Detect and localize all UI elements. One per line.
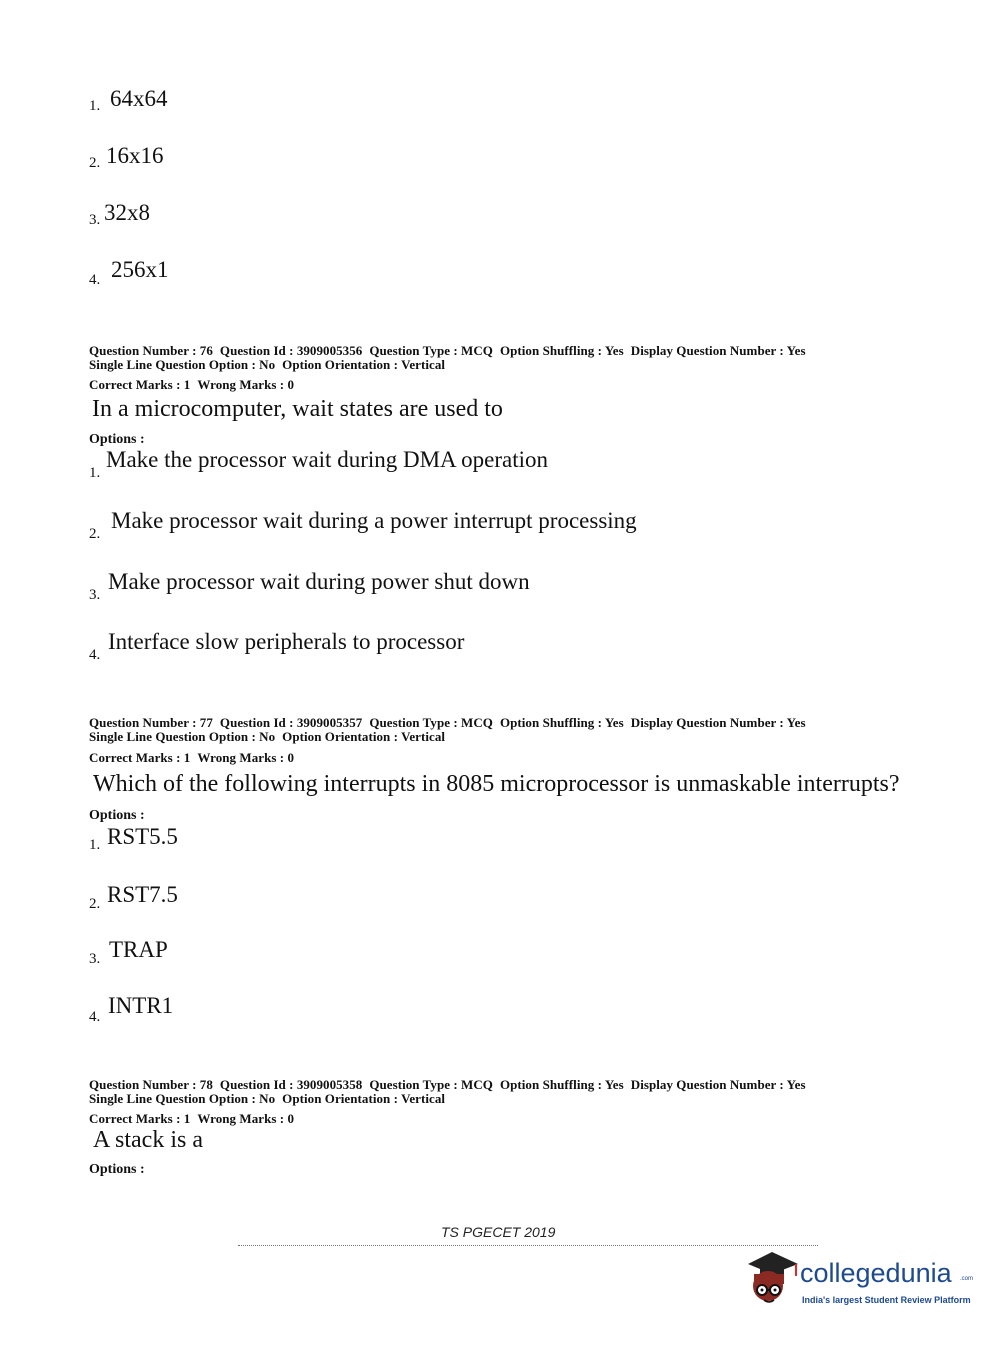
question-text: Which of the following interrupts in 8085 microprocessor is unmaskable interrupts? <box>93 771 900 797</box>
option-number: 2. <box>89 526 101 542</box>
option-number: 1. <box>89 837 101 853</box>
option-number: 2. <box>89 896 101 912</box>
option-number: 4. <box>89 272 101 288</box>
option-number: 3. <box>89 212 101 228</box>
footer-exam-title: TS PGECET 2019 <box>441 1224 556 1240</box>
option-text: 64x64 <box>110 86 168 111</box>
option-text: Make the processor wait during DMA operation <box>106 447 549 472</box>
option-number: 4. <box>89 647 101 663</box>
footer-divider <box>238 1245 818 1246</box>
option-text: 256x1 <box>111 257 169 282</box>
option-number: 3. <box>89 951 101 967</box>
brand-tagline: India's largest Student Review Platform <box>802 1295 971 1305</box>
option-text: Interface slow peripherals to processor <box>108 629 465 654</box>
option-text: RST7.5 <box>107 882 178 907</box>
brand-name: collegedunia <box>800 1258 952 1288</box>
option-number: 2. <box>89 155 101 171</box>
option-text: Make processor wait during power shut down <box>108 569 530 594</box>
options-label: Options : <box>89 1162 145 1177</box>
question-meta-line1: Question Number : 77 Question Id : 3909005357 Question Type : MCQ Option Shuffling : Yes Display Question Number : Yes <box>89 715 806 730</box>
option-text: 16x16 <box>106 143 164 168</box>
option-number: 1. <box>89 465 101 481</box>
question-meta-line1: Question Number : 76 Question Id : 3909005356 Question Type : MCQ Option Shuffling : Yes Display Question Number : Yes <box>89 343 806 358</box>
options-label: Options : <box>89 808 145 823</box>
collegedunia-logo[interactable] <box>738 1246 973 1316</box>
option-number: 3. <box>89 587 101 603</box>
question-meta-line2: Single Line Question Option : No Option Orientation : Vertical <box>89 729 446 744</box>
option-text: Make processor wait during a power interrupt processing <box>111 508 637 533</box>
question-meta-line2: Single Line Question Option : No Option Orientation : Vertical <box>89 357 446 372</box>
option-text: 32x8 <box>104 200 150 225</box>
question-marks: Correct Marks : 1 Wrong Marks : 0 <box>89 1111 295 1126</box>
option-text: TRAP <box>109 937 168 962</box>
option-number: 1. <box>89 98 101 114</box>
options-label: Options : <box>89 432 145 447</box>
question-text: In a microcomputer, wait states are used to <box>92 396 503 422</box>
option-number: 4. <box>89 1009 101 1025</box>
student-mascot-icon <box>738 1246 804 1312</box>
option-text: INTR1 <box>108 993 174 1018</box>
option-text: RST5.5 <box>107 824 178 849</box>
question-meta-line2: Single Line Question Option : No Option Orientation : Vertical <box>89 1091 446 1106</box>
brand-domain: .com <box>960 1276 974 1282</box>
question-meta-line1: Question Number : 78 Question Id : 3909005358 Question Type : MCQ Option Shuffling : Yes Display Question Number : Yes <box>89 1077 806 1092</box>
question-text: A stack is a <box>93 1127 203 1153</box>
question-marks: Correct Marks : 1 Wrong Marks : 0 <box>89 750 295 765</box>
question-marks: Correct Marks : 1 Wrong Marks : 0 <box>89 377 295 392</box>
